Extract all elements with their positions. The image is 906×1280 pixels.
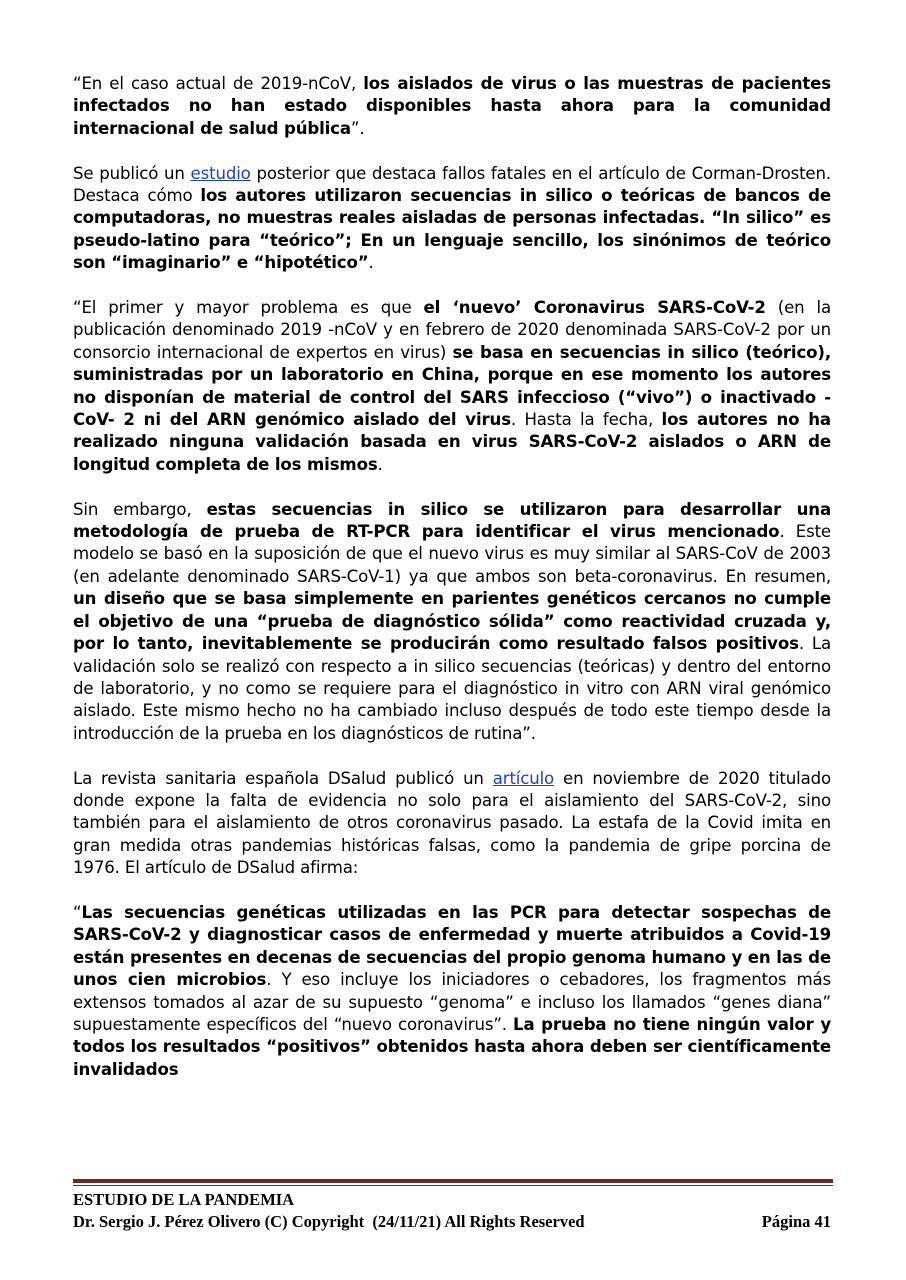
text: . Hasta la fecha, <box>510 410 662 430</box>
text: Se publicó un <box>73 163 191 183</box>
footer-line <box>73 1212 831 1232</box>
paragraph <box>73 902 831 1081</box>
text: . Y eso incluye los iniciadores o cebadores, los fragmentos más extensos tomados al azar de su supuesto “genoma” e incluso los llamados “genes diana” supuestamente específicos del “nuevo coronavirus”. <box>73 970 831 1034</box>
paragraph <box>73 163 831 275</box>
paragraph <box>73 768 831 880</box>
bold-text: un diseño que se basa simplemente en parientes genéticos cercanos no cumple el objetivo de una “prueba de diagnóstico sólida” como reactividad cruzada y, por lo tanto, inevitablemente se producirán como resultado falsos positivos <box>73 589 831 654</box>
text: “ <box>73 902 82 922</box>
text: en noviembre de 2020 titulado donde expone la falta de evidencia no solo para el aislamiento del SARS-CoV-2, sino también para el aislamiento de otros coronavirus pasado. La estafa de la Covid imita en gran medida otras pandemias históricas falsas, como la pandemia de gripe porcina de 1976. El artículo de DSalud afirma: <box>73 768 831 878</box>
text: “En el caso actual de 2019-nCoV, <box>73 74 364 93</box>
footer-rule-thin <box>73 1185 833 1186</box>
text: La revista sanitaria española DSalud publicó un <box>73 768 493 788</box>
bold-text: estas secuencias in silico se utilizaron para desarrollar una metodología de prueba de RT-PCR para identificar el virus mencionado <box>73 499 831 542</box>
hyperlink[interactable]: artículo <box>492 768 555 788</box>
bold-text: se basa en secuencias in silico (teórico), suministradas por un laboratorio en China, porque en ese momento los autores no disponían de material de control del SARS infeccioso (“vivo”) o inactivado -CoV- 2 ni del ARN genómico aislado del virus <box>73 342 831 430</box>
paragraph <box>73 73 831 140</box>
bold-text: los autores utilizaron secuencias in silico o teóricas de bancos de computadoras, no muestras reales aisladas de personas infectadas. “In silico” es pseudo-latino para “teórico”; En un lenguaje sencillo, los sinónimos de teórico son “imaginario” e “hipotético” <box>73 186 831 273</box>
text: . La validación solo se realizó con respecto a in silico secuencias (teóricas) y dentro del entorno de laboratorio, y no como se requiere para el diagnóstico in vitro con ARN viral genómico aislado. Este mismo hecho no ha cambiado incluso después de todo este tiempo desde la introducción de la prueba en los diagnósticos de rutina”. <box>73 634 831 743</box>
footer-title: ESTUDIO DE LA PANDEMIA <box>73 1190 295 1209</box>
bold-text: Las secuencias genéticas utilizadas en las PCR para detectar sospechas de SARS-CoV-2 y diagnosticar casos de enfermedad y muerte atribuidos a Covid-19 están presentes en decenas de secuencias del propio genoma humano y en las de unos cien microbios <box>73 902 831 990</box>
page-number: Página 41 <box>761 1212 831 1231</box>
bold-text: La prueba no tiene ningún valor y todos los resultados “positivos” obtenidos hasta ahora deben ser científicamente invalidados <box>73 1014 831 1079</box>
text: . <box>377 454 383 474</box>
paragraph <box>73 499 831 745</box>
text: . Este modelo se basó en la suposición de que el nuevo virus es muy similar al SARS-CoV de 2003 (en adelante denominado SARS-CoV-1) ya que ambos son beta-coronavirus. En resumen, <box>73 522 831 586</box>
bold-text: los aislados de virus o las muestras de pacientes infectados no han estado disponibles hasta ahora para la comunidad internacional de salud pública <box>73 74 831 138</box>
text: . <box>368 253 374 273</box>
text: (en la publicación denominado 2019 -nCoV y en febrero de 2020 denominada SARS-CoV-2 por un consorcio internacional de expertos en virus) <box>73 298 831 362</box>
bold-text: los autores no ha realizado ninguna validación basada en virus SARS-CoV-2 aislados o ARN de longitud completa de los mismos <box>73 410 831 474</box>
bold-text: el ‘nuevo’ Coronavirus SARS-CoV-2 <box>423 298 766 318</box>
footer-rule-thick <box>73 1179 833 1183</box>
footer-copyright: Dr. Sergio J. Pérez Olivero (C) Copyright (24/11/21) All Rights Reserved <box>73 1212 585 1231</box>
text: Sin embargo, <box>73 499 207 519</box>
text: ”. <box>350 118 365 138</box>
text: “El primer y mayor problema es que <box>73 298 424 318</box>
paragraph <box>73 297 831 476</box>
document-body <box>73 73 831 1104</box>
hyperlink[interactable]: estudio <box>190 163 251 183</box>
text: posterior que destaca fallos fatales en el artículo de Corman-Drosten. Destaca cómo <box>73 163 831 206</box>
